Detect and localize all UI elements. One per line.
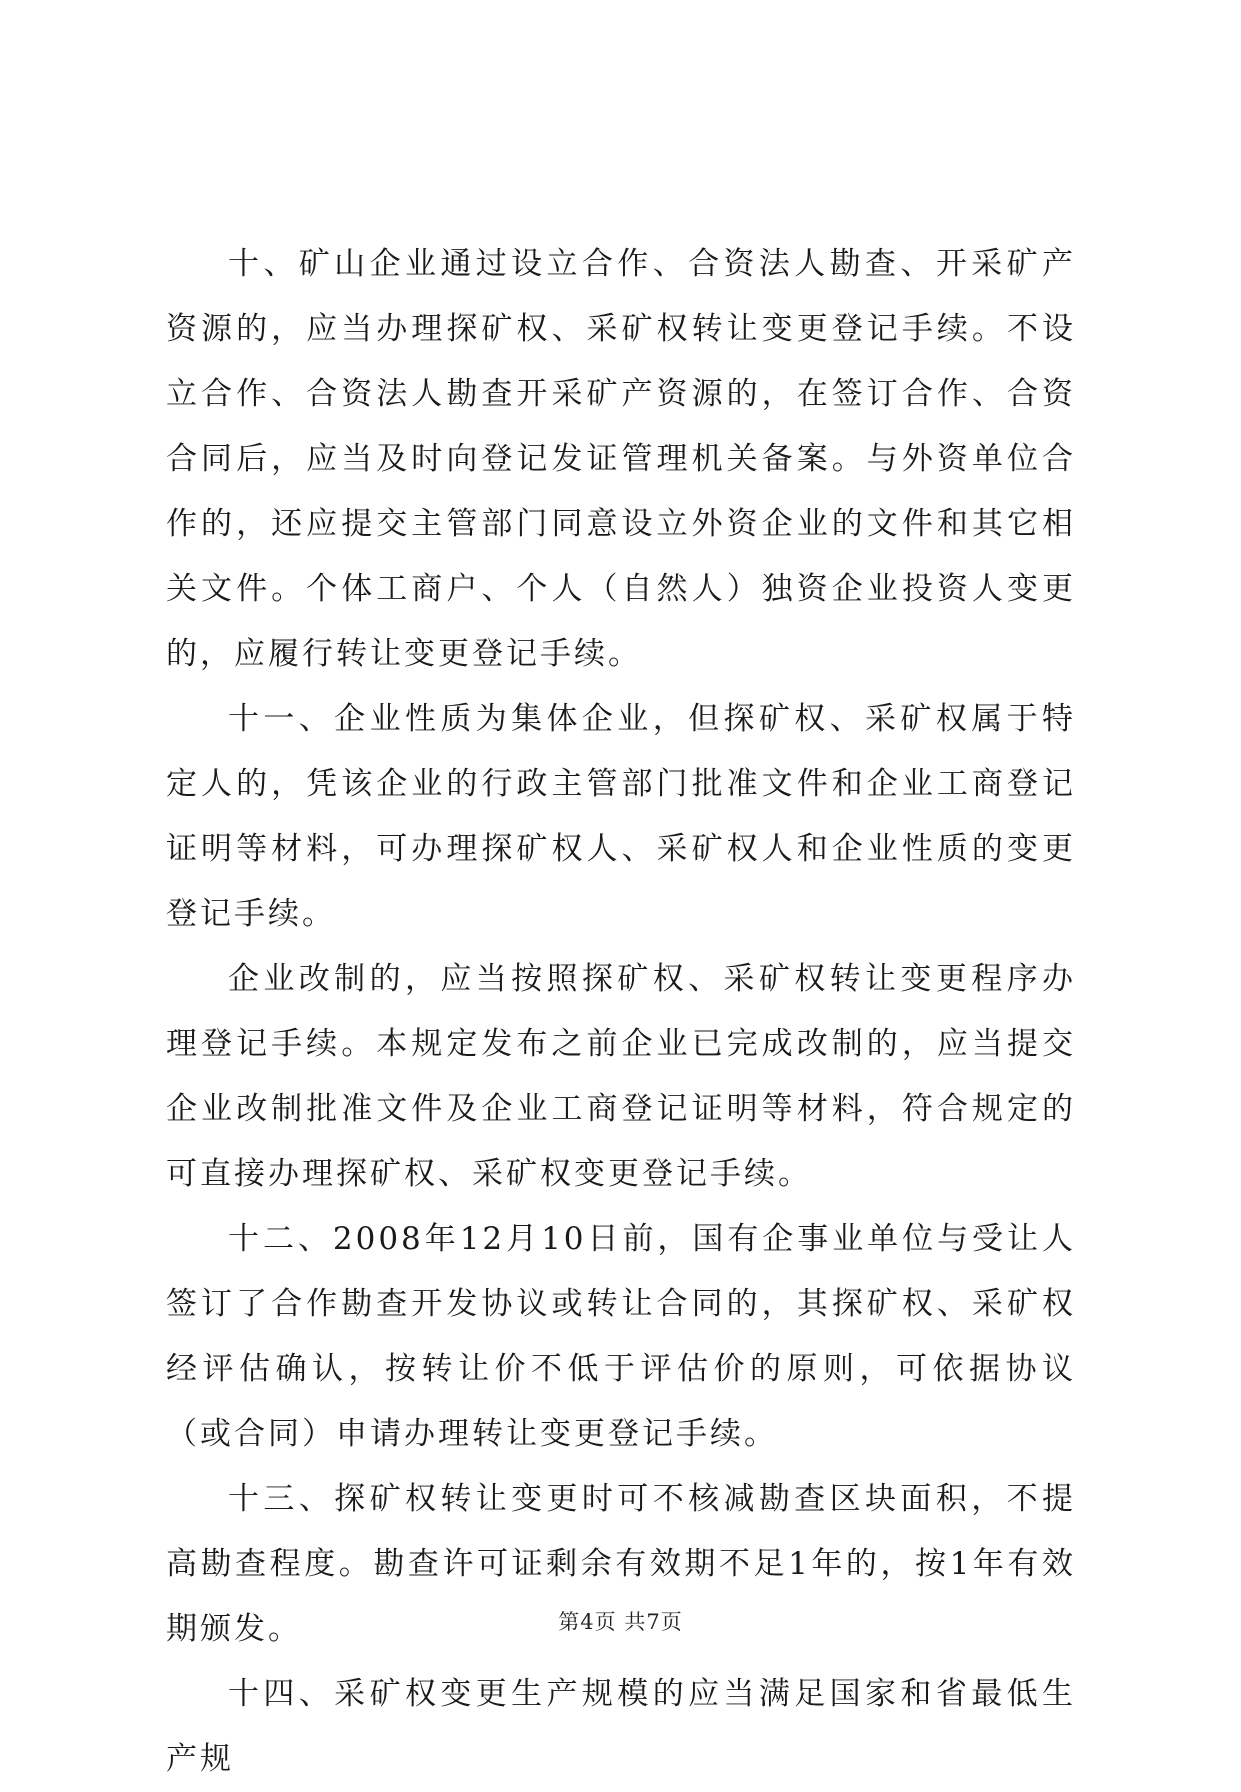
paragraph-enterprise-restructuring: 企业改制的，应当按照探矿权、采矿权转让变更程序办理登记手续。本规定发布之前企业已完成改制的，应当提交企业改制批准文件及企业工商登记证明等材料，符合规定的可直接办理探矿权、采矿权变更登记手续。 [166, 961, 1076, 1192]
paragraph-article-10: 十、矿山企业通过设立合作、合资法人勘查、开采矿产资源的，应当办理探矿权、采矿权转让变更登记手续。不设立合作、合资法人勘查开采矿产资源的，在签订合作、合资合同后，应当及时向登记发证管理机关备案。与外资单位合作的，还应提交主管部门同意设立外资企业的文件和其它相关文件。个体工商户、个人（自然人）独资企业投资人变更的，应履行转让变更登记手续。 [166, 246, 1076, 672]
page-number-label: 第4页 共7页 [558, 1610, 683, 1634]
paragraph-article-13: 十三、探矿权转让变更时可不核减勘查区块面积，不提高勘查程度。勘查许可证剩余有效期不足1年的，按1年有效期颁发。 [166, 1481, 1076, 1647]
paragraph-article-12: 十二、2008年12月10日前，国有企事业单位与受让人签订了合作勘查开发协议或转让合同的，其探矿权、采矿权经评估确认，按转让价不低于评估价的原则，可依据协议（或合同）申请办理转让变更登记手续。 [166, 1221, 1076, 1452]
paragraph-article-11: 十一、企业性质为集体企业，但探矿权、采矿权属于特定人的，凭该企业的行政主管部门批准文件和企业工商登记证明等材料，可办理探矿权人、采矿权人和企业性质的变更登记手续。 [166, 701, 1076, 932]
paragraph-article-14: 十四、采矿权变更生产规模的应当满足国家和省最低生产规 [166, 1676, 1076, 1777]
document-body [166, 232, 1076, 1792]
page-footer [0, 1606, 1241, 1636]
